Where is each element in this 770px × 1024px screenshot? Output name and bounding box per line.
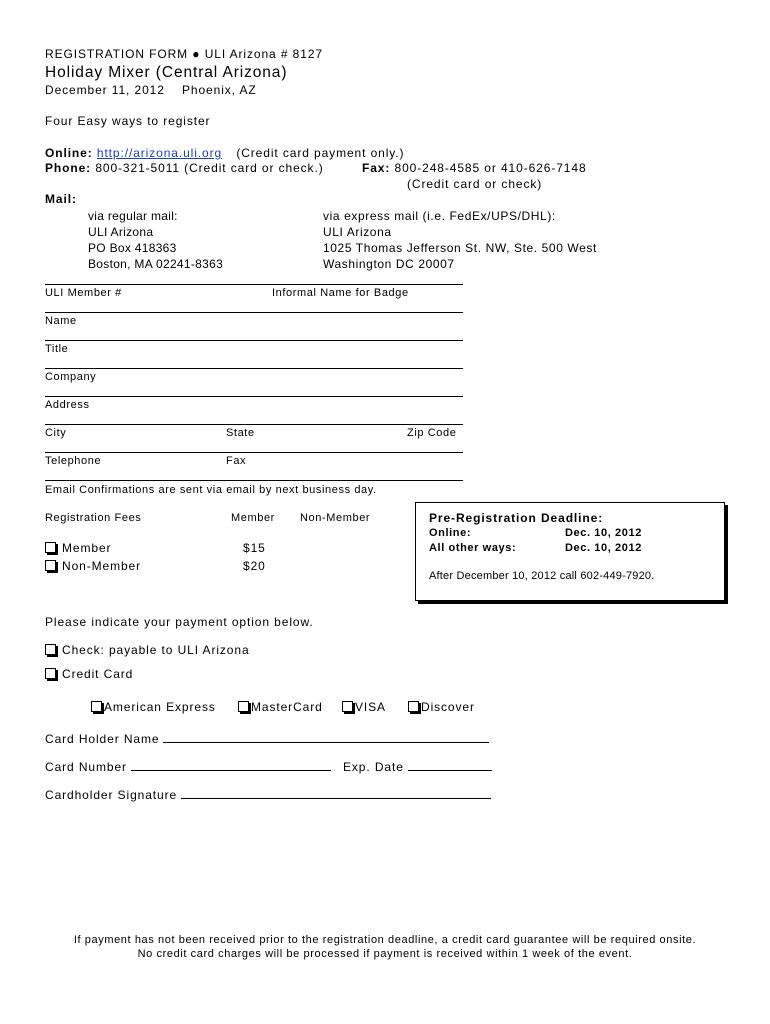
mastercard-checkbox[interactable]: [238, 701, 249, 712]
express-mail-line: Washington DC 20007: [323, 257, 455, 271]
card-holder-field[interactable]: [163, 731, 489, 743]
discover-label: Discover: [421, 700, 475, 714]
payment-prompt: Please indicate your payment option below.: [45, 615, 314, 629]
deadline-title: Pre-Registration Deadline:: [429, 511, 604, 525]
company-label: Company: [45, 371, 97, 383]
deadline-other-date: Dec. 10, 2012: [565, 542, 642, 554]
card-number-field[interactable]: [131, 759, 331, 771]
city-state-zip-line[interactable]: [45, 424, 463, 425]
fax-line: [362, 161, 587, 175]
email-line[interactable]: [45, 480, 463, 481]
member-option[interactable]: [45, 541, 111, 555]
exp-date-field[interactable]: [408, 759, 492, 771]
member-option-label: Member: [62, 541, 112, 555]
signature-label: Cardholder Signature: [45, 788, 178, 802]
visa-checkbox[interactable]: [342, 701, 353, 712]
online-label: Online:: [45, 146, 93, 160]
name-label: Name: [45, 315, 77, 327]
express-mail-line: via express mail (i.e. FedEx/UPS/DHL):: [323, 209, 556, 223]
title-line[interactable]: [45, 340, 463, 341]
email-note: Email Confirmations are sent via email by next business day.: [45, 484, 377, 496]
regular-mail-line: Boston, MA 02241-8363: [88, 257, 224, 271]
discover-checkbox[interactable]: [408, 701, 419, 712]
deadline-after-note: After December 10, 2012 call 602-449-7920.: [429, 570, 655, 582]
card-option-amex[interactable]: [91, 700, 216, 714]
regular-mail-line: PO Box 418363: [88, 241, 177, 255]
amex-label: American Express: [104, 700, 216, 714]
exp-date-row: [343, 759, 492, 774]
check-checkbox[interactable]: [45, 644, 56, 655]
phone-line: [45, 161, 324, 175]
telephone-fax-line[interactable]: [45, 452, 463, 453]
footer-guarantee-note: If payment has not been received prior to the registration deadline, a credit card guarantee will be required onsite.: [73, 934, 697, 946]
check-option[interactable]: [45, 643, 250, 657]
member-number-label: ULI Member #: [45, 287, 122, 299]
address-line[interactable]: [45, 396, 463, 397]
nonmember-checkbox[interactable]: [45, 560, 56, 571]
fax-label: Fax:: [362, 161, 391, 175]
fees-member-column: Member: [231, 512, 275, 524]
member-price: $15: [243, 541, 266, 555]
credit-option-label: Credit Card: [62, 667, 134, 681]
footer-charges-note: No credit card charges will be processed if payment is received within 1 week of the event.: [137, 948, 633, 960]
name-line[interactable]: [45, 312, 463, 313]
phone-label: Phone:: [45, 161, 92, 175]
mail-label: Mail:: [45, 192, 77, 206]
fax-text: 800-248-4585 or 410-626-7148: [394, 161, 587, 175]
register-intro: Four Easy ways to register: [45, 114, 211, 128]
credit-option[interactable]: [45, 667, 133, 681]
visa-label: VISA: [355, 700, 386, 714]
deadline-other-label: All other ways:: [429, 542, 517, 554]
phone-text: 800-321-5011 (Credit card or check.): [95, 161, 324, 175]
regular-mail-address: [88, 208, 223, 272]
state-label: State: [226, 427, 255, 439]
express-mail-address: [323, 208, 597, 272]
title-label: Title: [45, 343, 69, 355]
express-mail-line: 1025 Thomas Jefferson St. NW, Ste. 500 West: [323, 241, 597, 255]
express-mail-line: ULI Arizona: [323, 225, 392, 239]
signature-row: [45, 787, 491, 802]
deadline-online-label: Online:: [429, 527, 472, 539]
zip-label: Zip Code: [407, 427, 457, 439]
event-title: Holiday Mixer (Central Arizona): [45, 64, 288, 81]
deadline-box: [415, 502, 725, 601]
online-note: (Credit card payment only.): [236, 146, 405, 160]
deadline-online-date: Dec. 10, 2012: [565, 527, 642, 539]
badge-name-label: Informal Name for Badge: [272, 287, 409, 299]
event-location: Phoenix, AZ: [182, 83, 257, 97]
fax-note: (Credit card or check): [407, 177, 543, 191]
company-line[interactable]: [45, 368, 463, 369]
signature-field[interactable]: [181, 787, 491, 799]
member-checkbox[interactable]: [45, 542, 56, 553]
city-label: City: [45, 427, 67, 439]
fax-field-label: Fax: [226, 455, 247, 467]
online-line: [45, 146, 404, 160]
fees-label: Registration Fees: [45, 512, 142, 524]
regular-mail-line: ULI Arizona: [88, 225, 154, 239]
nonmember-option[interactable]: [45, 559, 141, 573]
nonmember-option-label: Non-Member: [62, 559, 142, 573]
credit-checkbox[interactable]: [45, 668, 56, 679]
card-option-mastercard[interactable]: [238, 700, 323, 714]
mastercard-label: MasterCard: [251, 700, 323, 714]
amex-checkbox[interactable]: [91, 701, 102, 712]
check-option-label: Check: payable to ULI Arizona: [62, 643, 250, 657]
online-link[interactable]: http://arizona.uli.org: [96, 146, 223, 160]
form-id-line: REGISTRATION FORM ● ULI Arizona # 8127: [45, 47, 323, 61]
nonmember-price: $20: [243, 559, 266, 573]
card-holder-row: [45, 731, 489, 746]
event-date: December 11, 2012: [45, 83, 165, 97]
card-number-row: [45, 759, 331, 774]
address-label: Address: [45, 399, 90, 411]
card-option-discover[interactable]: [408, 700, 475, 714]
regular-mail-line: via regular mail:: [88, 209, 178, 223]
exp-date-label: Exp. Date: [343, 760, 404, 774]
card-number-label: Card Number: [45, 760, 127, 774]
telephone-label: Telephone: [45, 455, 102, 467]
card-holder-label: Card Holder Name: [45, 732, 160, 746]
fees-nonmember-column: Non-Member: [300, 512, 371, 524]
member-badge-line[interactable]: [45, 284, 463, 285]
card-option-visa[interactable]: [342, 700, 386, 714]
